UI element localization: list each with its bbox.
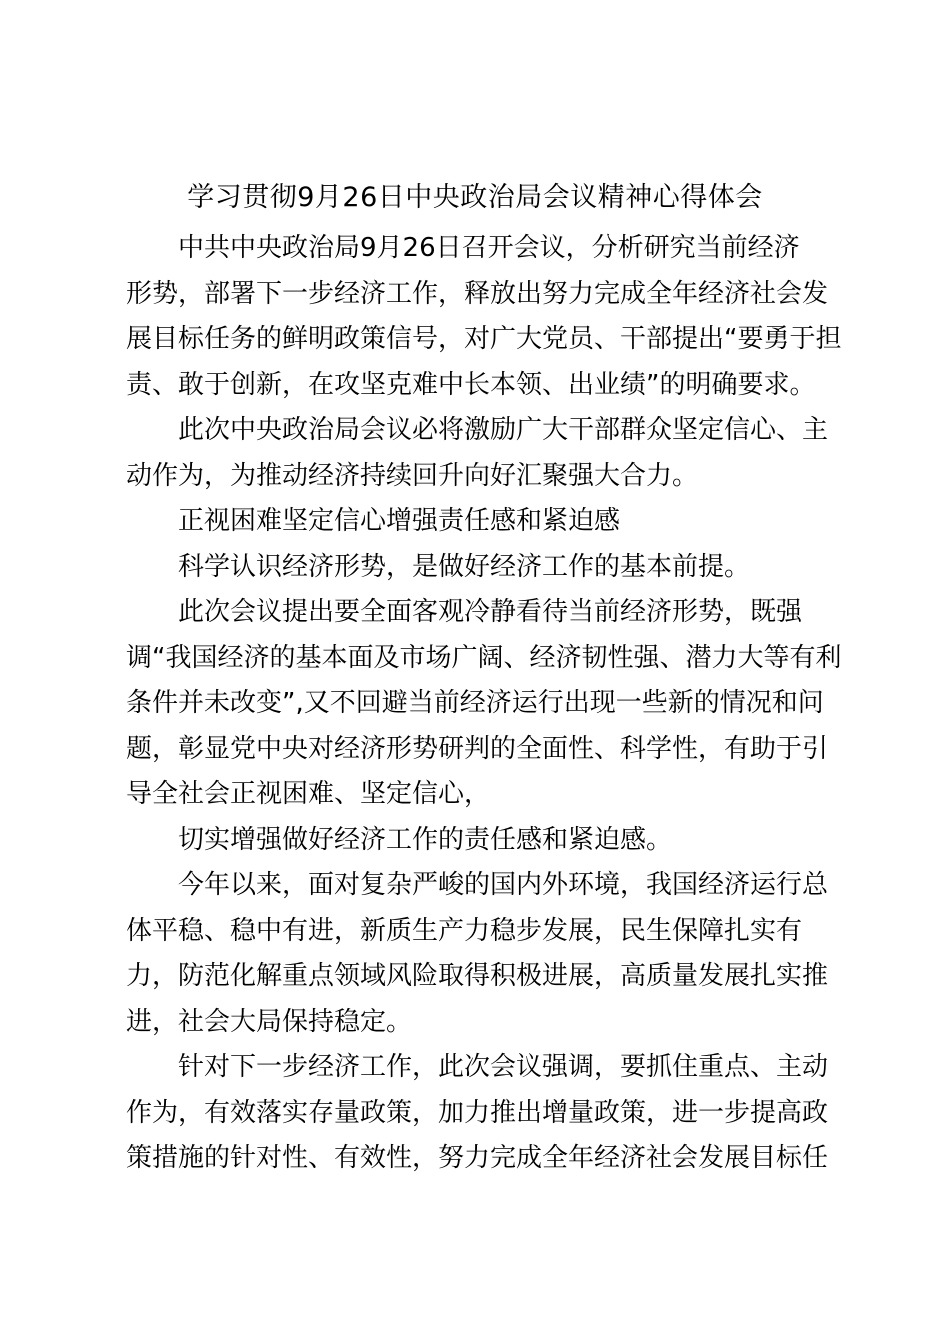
text-line: 导全社会正视困难、坚定信心， (126, 779, 491, 809)
text-line: 调“我国经济的基本面及市场广阔、经济韧性强、潜力大等有利 (126, 642, 842, 673)
text-line: 题，彰显党中央对经济形势研判的全面性、科学性，有助于引 (126, 733, 829, 764)
text-line: 形势，部署下一步经济工作，释放出努力完成全年经济社会发 (126, 278, 829, 309)
section-heading (126, 499, 846, 545)
paragraph-1 (126, 226, 846, 408)
text-line: 正视困难坚定信心增强责任感和紧迫感 (178, 506, 621, 536)
text-line: 策措施的针对性、有效性，努力完成全年经济社会发展目标任 (126, 1143, 829, 1173)
paragraph-2 (126, 408, 846, 499)
text-line: 力，防范化解重点领域风险取得积极进展，高质量发展扎实推 (126, 961, 829, 991)
text-line: 展目标任务的鲜明政策信号，对广大党员、干部提出“要勇于担 (126, 324, 842, 354)
text-line: 动作为，为推动经济持续回升向好汇聚强大合力。 (126, 460, 699, 491)
text-line: 责、敢于创新，在攻坚克难中长本领、出业绩”的明确要求。 (126, 369, 816, 400)
text-line: 今年以来，面对复杂严峻的国内外环境，我国经济运行总 (178, 870, 829, 900)
text-line: 体平稳、稳中有进，新质生产力稳步发展，民生保障扎实有 (126, 915, 803, 946)
text-line: 作为，有效落实存量政策，加力推出增量政策，进一步提高政 (126, 1097, 829, 1128)
text-line: 条件并未改变”,又不回避当前经济运行出现一些新的情况和问 (126, 688, 824, 718)
document-title: 学习贯彻9月26日中央政治局会议精神心得体会 (187, 182, 763, 213)
paragraph-7 (126, 1045, 846, 1182)
text-line: 中共中央政治局9月26日召开会议，分析研究当前经济 (178, 233, 800, 263)
text-line: 此次会议提出要全面客观冷静看待当前经济形势，既强 (178, 597, 803, 627)
paragraph-4 (126, 590, 846, 818)
document-body (126, 226, 846, 1182)
paragraph-5 (126, 818, 846, 864)
text-line: 此次中央政治局会议必将激励广大干部群众坚定信心、主 (178, 415, 829, 445)
text-line: 进，社会大局保持稳定。 (126, 1006, 413, 1037)
text-line: 切实增强做好经济工作的责任感和紧迫感。 (178, 824, 673, 855)
text-line: 针对下一步经济工作，此次会议强调，要抓住重点、主动 (178, 1052, 829, 1082)
paragraph-3 (126, 545, 846, 591)
paragraph-6 (126, 863, 846, 1045)
text-line: 科学认识经济形势，是做好经济工作的基本前提。 (178, 551, 751, 582)
